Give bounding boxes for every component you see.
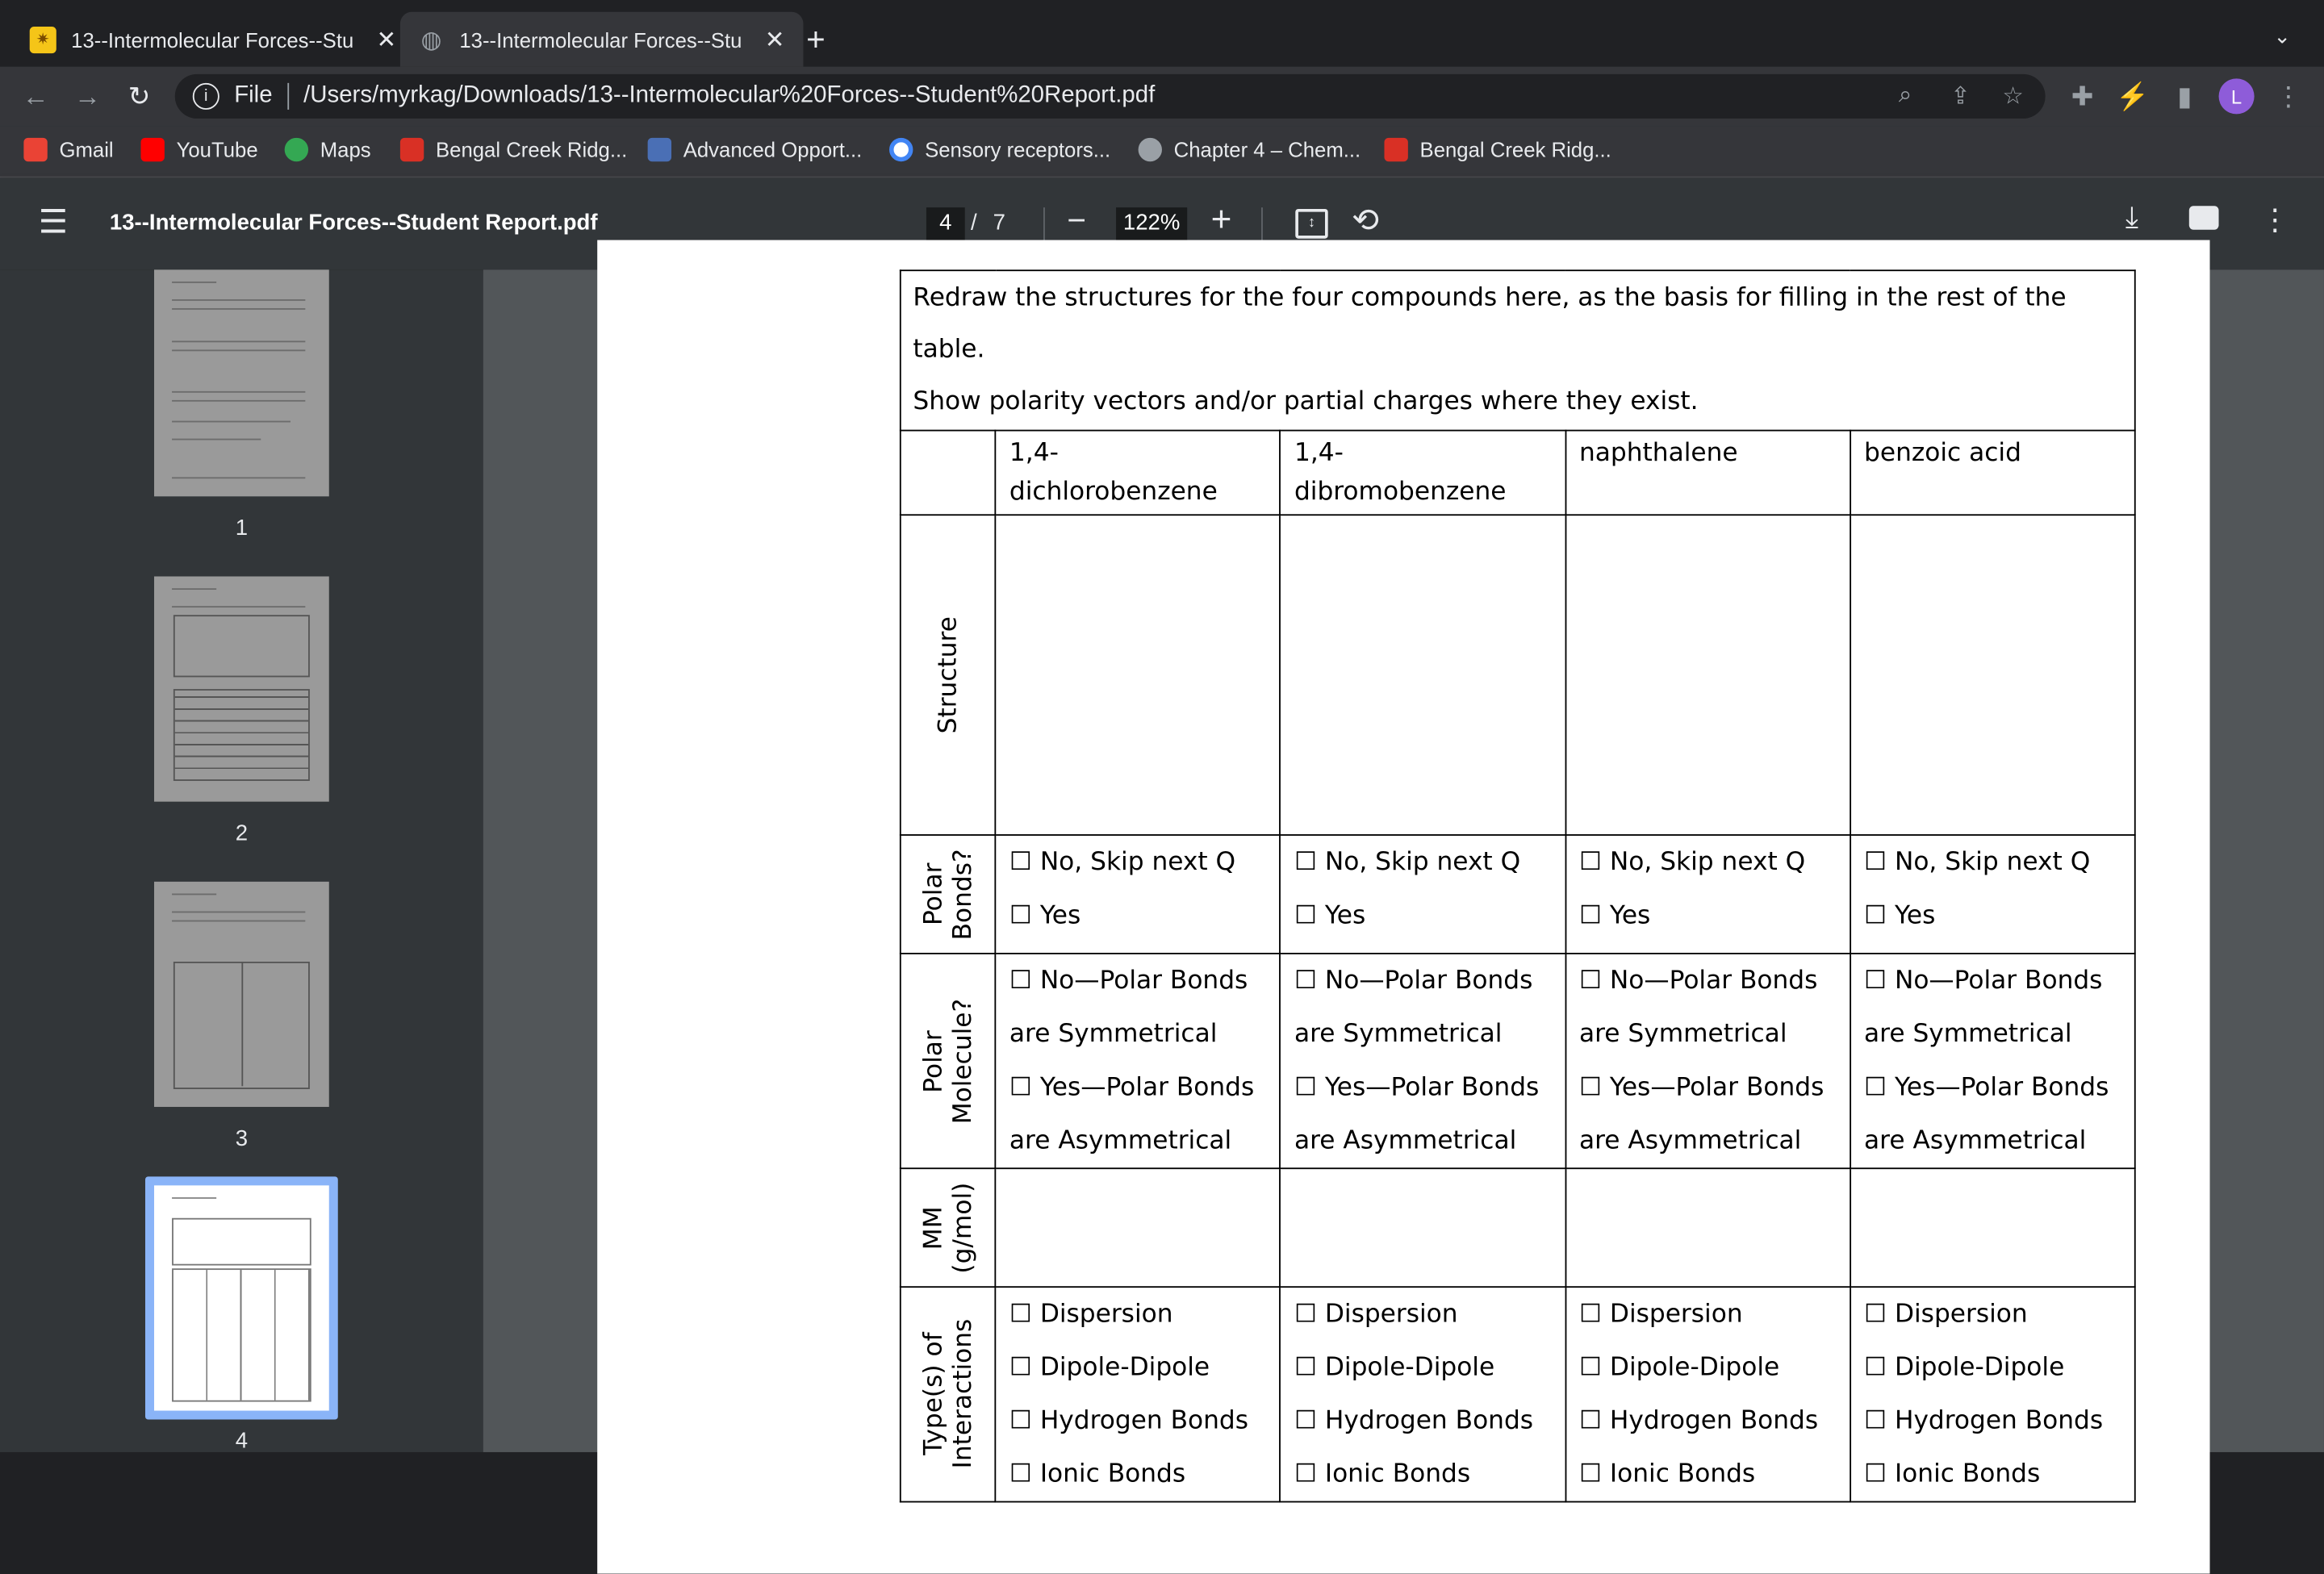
globe-icon: ◍ (420, 27, 442, 53)
checkbox-option[interactable]: ☐ No, Skip next Q (1294, 847, 1521, 878)
checkbox-option[interactable]: ☐ Ionic Bonds (1579, 1459, 1756, 1489)
tab-title: 13--Intermolecular Forces--Stu (459, 27, 742, 52)
download-icon[interactable]: ⤓ (2125, 201, 2139, 235)
checkbox-option[interactable]: ☐ Yes (1009, 900, 1081, 931)
polar-molecule-cell: ☐ No—Polar Bonds are Symmetrical ☐ Yes—Polar Bonds are Asymmetrical (1281, 954, 1565, 1168)
page-separator: / (971, 210, 977, 236)
bookmark-bengal-2[interactable]: Bengal Creek Ridg... (1384, 138, 1611, 161)
checkbox-option[interactable]: ☐ Dispersion (1579, 1299, 1743, 1330)
checkbox-option[interactable]: ☐ No, Skip next Q (1864, 847, 2091, 878)
checkbox-option[interactable]: ☐ Hydrogen Bonds (1864, 1406, 2104, 1436)
tab-title: 13--Intermolecular Forces--Stu (71, 27, 354, 52)
checkbox-option[interactable]: ☐ Yes (1864, 900, 1936, 931)
checkbox-option[interactable]: ☐ Dipole-Dipole (1294, 1352, 1495, 1383)
close-icon[interactable]: ✕ (764, 27, 785, 53)
bookmark-advanced[interactable]: Advanced Opport... (648, 138, 863, 161)
checkbox-option[interactable]: ☐ Dispersion (1864, 1299, 2028, 1330)
thumbnail-page-number: 4 (235, 1428, 249, 1454)
maps-icon (285, 138, 308, 161)
row-label-polar-bonds: Polar Bonds? (901, 835, 996, 954)
polar-bonds-cell (1850, 835, 2135, 954)
new-tab-icon[interactable]: + (806, 20, 826, 58)
tab-2[interactable] (400, 12, 804, 67)
polar-bonds-cell (1565, 835, 1850, 954)
column-header: naphthalene (1565, 431, 1850, 516)
info-icon[interactable]: i (193, 83, 219, 110)
pdf-favicon-icon: ✷ (30, 26, 56, 52)
structure-cell[interactable] (1565, 515, 1850, 835)
thumbnail-page-number: 2 (235, 820, 249, 846)
page-thumbnail-active[interactable] (154, 1185, 329, 1410)
reload-icon[interactable]: ↻ (127, 81, 151, 111)
row-label-polar-molecule: Polar Molecule? (901, 954, 996, 1168)
checkbox-option[interactable]: ☐ No, Skip next Q (1579, 847, 1806, 878)
checkbox-option[interactable]: ☐ Hydrogen Bonds (1579, 1406, 1819, 1436)
checkbox-option[interactable]: ☐ No—Polar Bonds (1009, 966, 1248, 996)
checkbox-option[interactable]: ☐ Yes (1579, 900, 1651, 931)
checkbox-option[interactable]: ☐ Dipole-Dipole (1864, 1352, 2065, 1383)
thumbnail-page-number: 1 (235, 516, 249, 541)
checkbox-option[interactable]: ☐ Dipole-Dipole (1579, 1352, 1780, 1383)
bookmark-icon (1384, 138, 1407, 161)
pdf-page (597, 240, 2209, 1574)
page-number-input[interactable]: 4 (926, 207, 965, 240)
row-label-structure: Structure (901, 515, 996, 835)
mm-cell[interactable] (1850, 1168, 2135, 1287)
tab-search-chevron-icon[interactable]: ⌄ (2273, 23, 2292, 48)
extensions-icon[interactable]: ✚ (2071, 81, 2094, 111)
checkbox-option[interactable]: ☐ Hydrogen Bonds (1294, 1406, 1534, 1436)
checkbox-option[interactable]: ☐ Dispersion (1009, 1299, 1173, 1330)
instructions-line-2: Show polarity vectors and/or partial charges where they exist. (913, 386, 1699, 417)
forward-icon[interactable]: → (73, 81, 101, 111)
checkbox-option[interactable]: ☐ Ionic Bonds (1294, 1459, 1471, 1489)
globe-icon (1139, 138, 1162, 161)
divider (1043, 207, 1045, 240)
bookmark-star-icon[interactable]: ☆ (2002, 84, 2024, 110)
checkbox-option[interactable]: ☐ Yes—Polar Bonds (1009, 1072, 1255, 1103)
profile-avatar[interactable]: L (2219, 78, 2255, 114)
address-bar[interactable] (175, 74, 2046, 119)
google-icon (889, 138, 913, 161)
interactions-cell (1281, 1287, 1565, 1501)
checkbox-option[interactable]: ☐ No—Polar Bonds (1864, 966, 2103, 996)
checkbox-option[interactable]: ☐ Ionic Bonds (1009, 1459, 1186, 1489)
checkbox-option[interactable]: ☐ Yes—Polar Bonds (1864, 1072, 2109, 1103)
polar-bonds-cell (1281, 835, 1565, 954)
bookmark-sensory[interactable]: Sensory receptors... (889, 138, 1110, 161)
bookmark-bengal-1[interactable]: Bengal Creek Ridg... (400, 138, 627, 161)
structure-cell[interactable] (1281, 515, 1565, 835)
interactions-cell (1565, 1287, 1850, 1501)
instructions-cell (901, 270, 2135, 430)
thumbnail-page-number: 3 (235, 1125, 249, 1152)
page-thumbnail[interactable] (154, 269, 329, 496)
page-thumbnail[interactable] (154, 882, 329, 1107)
checkbox-option[interactable]: ☐ No—Polar Bonds (1579, 966, 1818, 996)
scheme-label: File (234, 82, 273, 109)
url-text[interactable]: /Users/myrkag/Downloads/13--Intermolecular%20Forces--Student%20Report.pdf (303, 82, 1156, 109)
zoom-in-icon[interactable]: + (1210, 199, 1232, 240)
polar-molecule-cell: ☐ No—Polar Bonds are Symmetrical ☐ Yes—Polar Bonds are Asymmetrical (1565, 954, 1850, 1168)
pdf-title: 13--Intermolecular Forces--Student Report.pdf (109, 210, 598, 236)
bookmark-chapter4[interactable]: Chapter 4 – Chem... (1139, 138, 1361, 161)
mm-cell[interactable] (995, 1168, 1280, 1287)
zoom-icon[interactable]: ⌕ (1898, 82, 1912, 109)
checkbox-option[interactable]: ☐ Yes (1294, 900, 1366, 931)
structure-cell[interactable] (1850, 515, 2135, 835)
bookmark-maps[interactable]: Maps (285, 138, 371, 161)
polar-bonds-cell (995, 835, 1280, 954)
corner-cell (901, 431, 996, 516)
fit-page-icon[interactable]: ↕ (1295, 209, 1327, 239)
checkbox-option[interactable]: ☐ Yes—Polar Bonds (1294, 1072, 1540, 1103)
youtube-icon (140, 138, 164, 161)
share-icon[interactable]: ⇪ (1950, 84, 1971, 110)
browser-toolbar (0, 67, 2324, 126)
mm-cell[interactable] (1565, 1168, 1850, 1287)
report-table (900, 269, 2136, 1502)
checkbox-option[interactable]: ☐ Dispersion (1294, 1299, 1458, 1330)
tab-1[interactable] (15, 12, 412, 67)
thumbnail-sidebar (0, 269, 483, 1452)
bookmark-icon (648, 138, 671, 161)
gmail-icon (23, 138, 47, 161)
menu-icon[interactable]: ☰ (38, 202, 69, 240)
column-header: 1,4-dichlorobenzene (995, 431, 1280, 516)
rotate-icon[interactable]: ⟲ (1352, 201, 1379, 239)
column-header: 1,4-dibromobenzene (1281, 431, 1565, 516)
instructions-line-1: Redraw the structures for the four compounds here, as the basis for filling in the rest of the table. (913, 282, 2067, 365)
bookmark-icon (400, 138, 424, 161)
row-label-interactions: Type(s) of Interactions (901, 1287, 996, 1501)
mm-cell[interactable] (1281, 1168, 1565, 1287)
more-options-icon[interactable]: ⋮ (2259, 204, 2290, 237)
menu-kebab-icon[interactable]: ⋮ (2275, 81, 2302, 111)
checkbox-option[interactable]: ☐ Hydrogen Bonds (1009, 1406, 1249, 1436)
bookmark-gmail[interactable]: Gmail (23, 138, 113, 161)
total-pages: 7 (993, 210, 1005, 236)
tab-strip (0, 0, 2324, 67)
interactions-cell (995, 1287, 1280, 1501)
page-thumbnail[interactable] (154, 576, 329, 801)
zoom-out-icon[interactable]: − (1067, 201, 1087, 239)
checkbox-option[interactable]: ☐ Ionic Bonds (1864, 1459, 2041, 1489)
print-icon[interactable] (2189, 206, 2219, 229)
checkbox-option[interactable]: ☐ No, Skip next Q (1009, 847, 1236, 878)
extension-icon[interactable]: ⚡ (2116, 81, 2150, 111)
structure-cell[interactable] (995, 515, 1280, 835)
back-icon[interactable]: ← (22, 81, 49, 111)
checkbox-option[interactable]: ☐ Yes—Polar Bonds (1579, 1072, 1825, 1103)
side-panel-icon[interactable]: ▮ (2177, 81, 2192, 111)
column-header: benzoic acid (1850, 431, 2135, 516)
divider (1261, 207, 1263, 240)
divider (287, 83, 289, 110)
close-icon[interactable]: ✕ (376, 27, 397, 53)
polar-molecule-cell: ☐ No—Polar Bonds are Symmetrical ☐ Yes—Polar Bonds are Asymmetrical (1850, 954, 2135, 1168)
bookmarks-bar (0, 126, 2324, 177)
row-label-mm: MM (g/mol) (901, 1168, 996, 1287)
pdf-viewer (483, 269, 2324, 1489)
checkbox-option[interactable]: ☐ No—Polar Bonds (1294, 966, 1533, 996)
bookmark-youtube[interactable]: YouTube (140, 138, 257, 161)
zoom-input[interactable]: 122% (1116, 207, 1187, 240)
interactions-cell (1850, 1287, 2135, 1501)
checkbox-option[interactable]: ☐ Dipole-Dipole (1009, 1352, 1210, 1383)
polar-molecule-cell: ☐ No—Polar Bonds are Symmetrical ☐ Yes—Polar Bonds are Asymmetrical (995, 954, 1280, 1168)
